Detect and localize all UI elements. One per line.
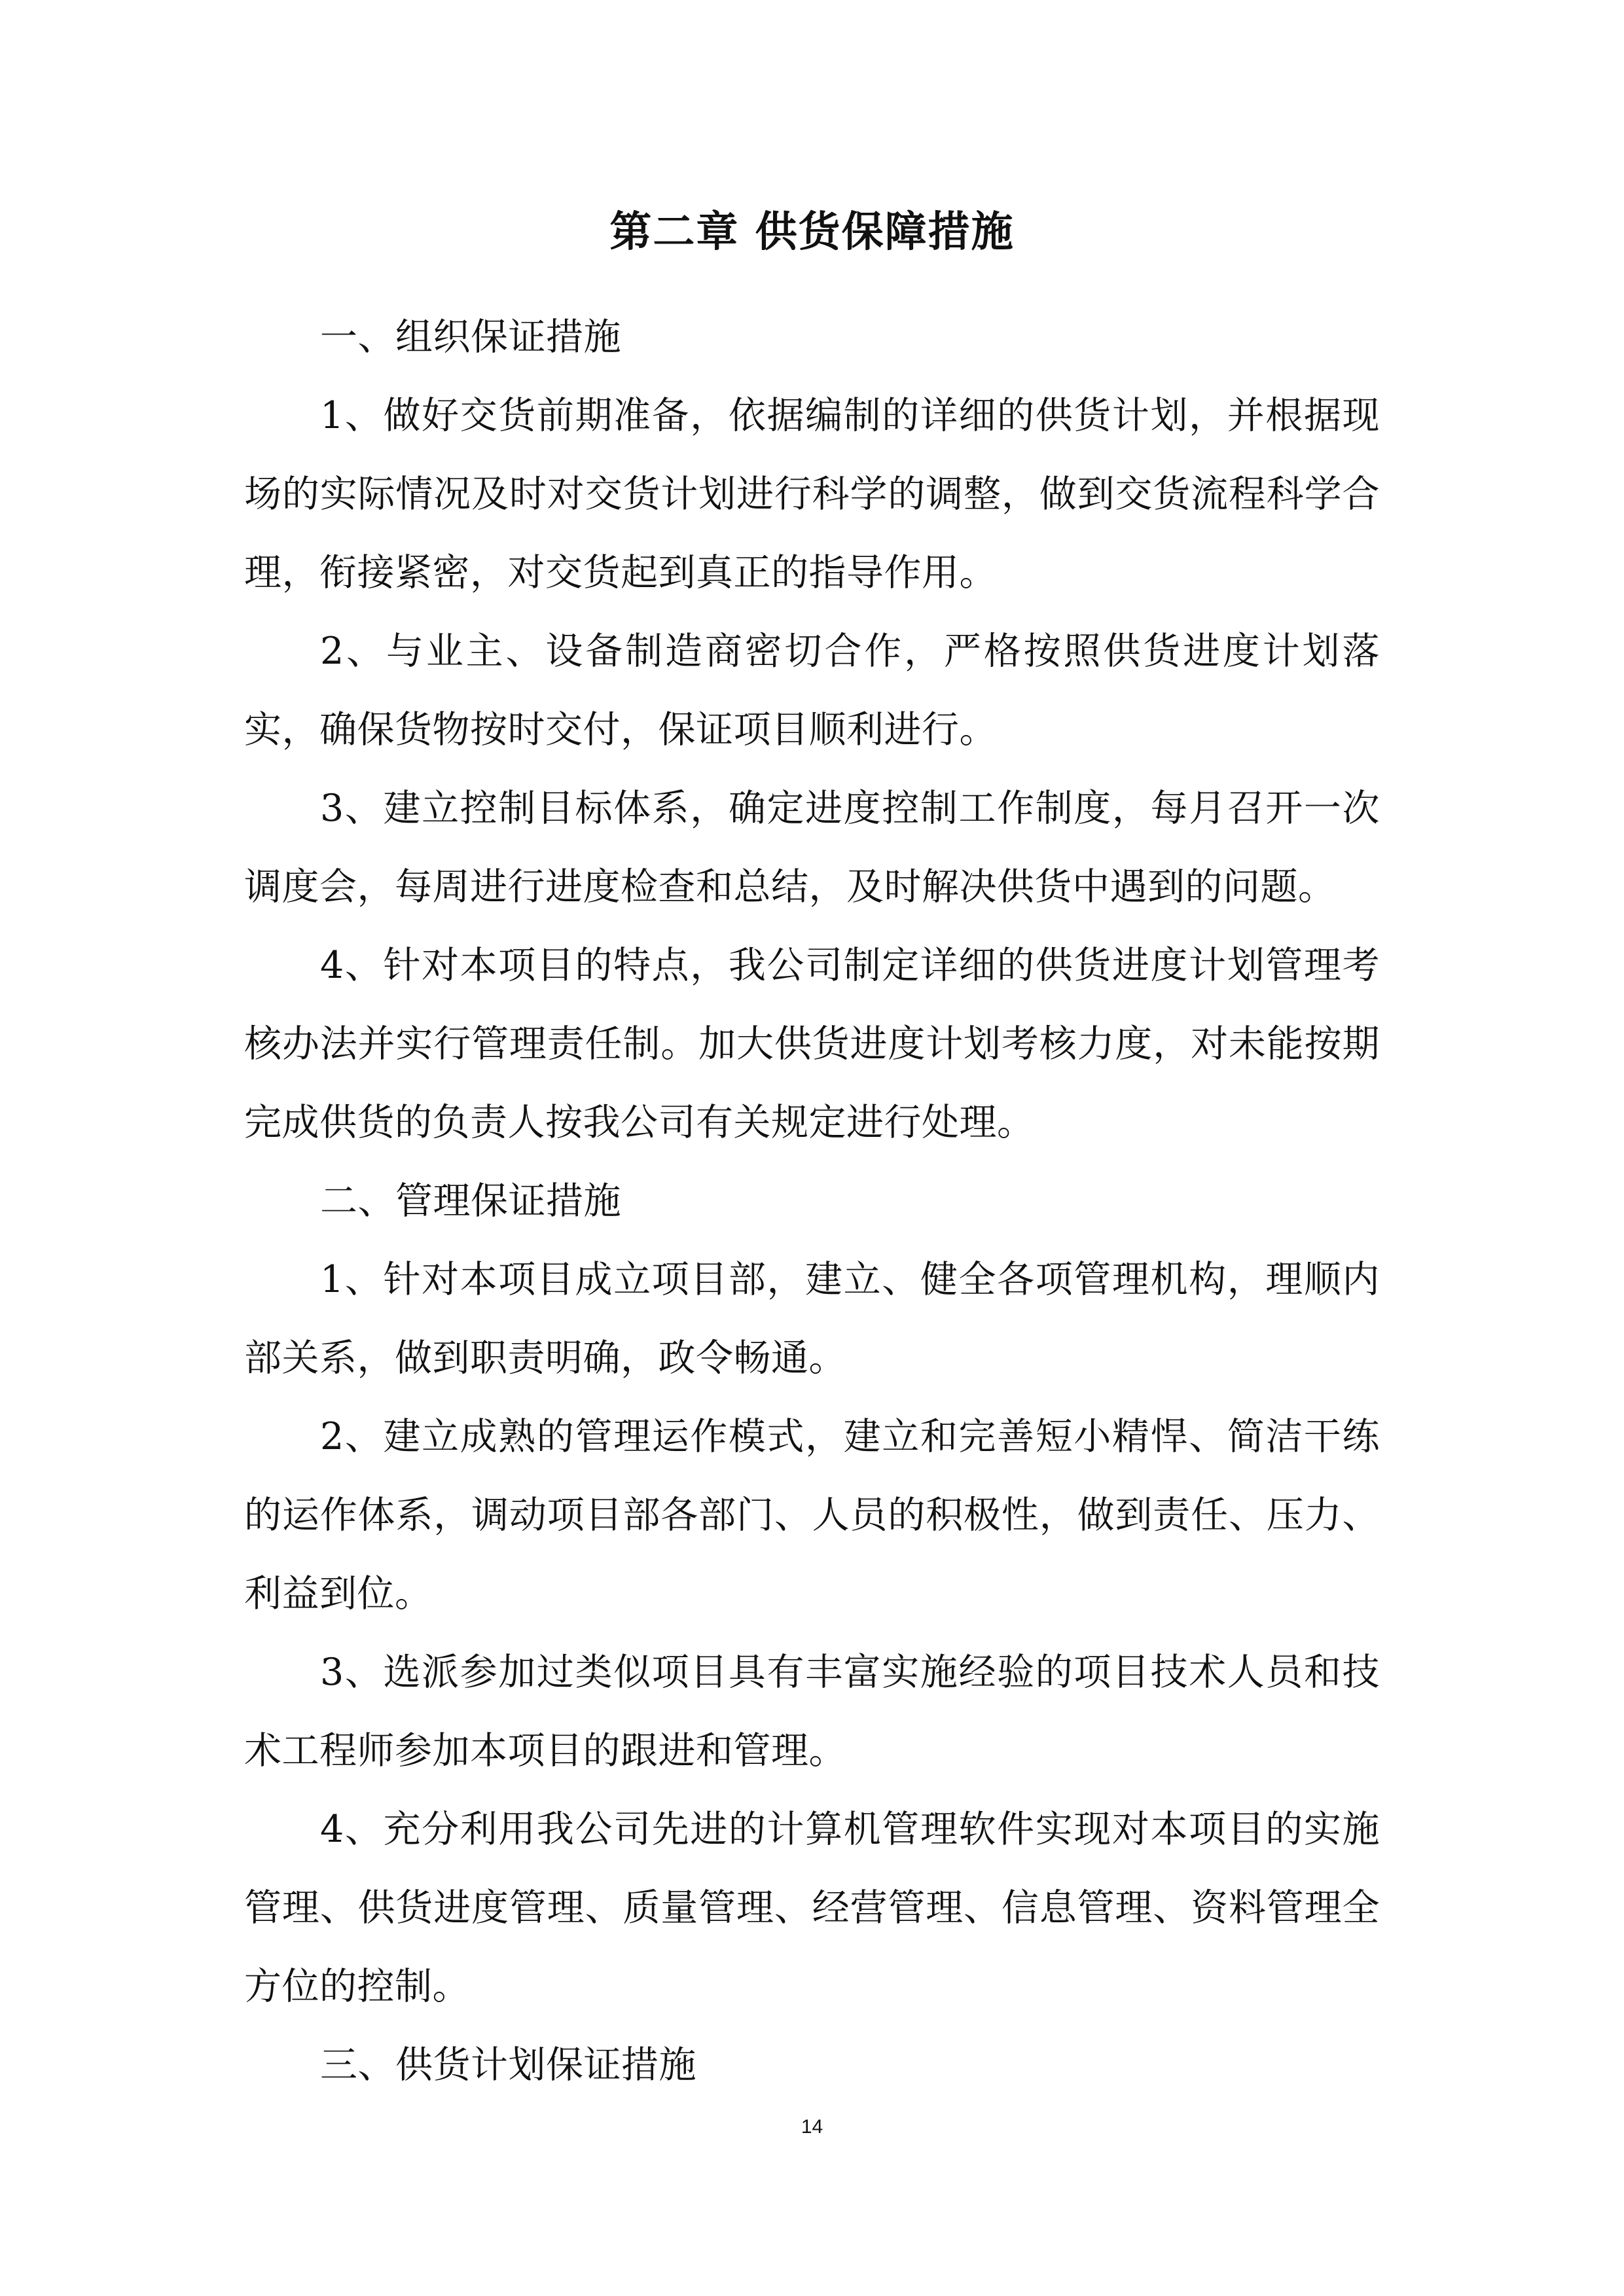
document-body <box>244 298 1380 2104</box>
paragraph: 2、与业主、设备制造商密切合作，严格按照供货进度计划落实，确保货物按时交付，保证项目顺利进行。 <box>244 630 1380 751</box>
paragraph: 4、针对本项目的特点，我公司制定详细的供货进度计划管理考核办法并实行管理责任制。加大供货进度计划考核力度，对未能按期完成供货的负责人按我公司有关规定进行处理。 <box>244 944 1380 1144</box>
paragraph: 3、建立控制目标体系，确定进度控制工作制度，每月召开一次调度会，每周进行进度检查和总结，及时解决供货中遇到的问题。 <box>244 787 1380 908</box>
paragraph: 2、建立成熟的管理运作模式，建立和完善短小精悍、简洁干练的运作体系，调动项目部各部门、人员的积极性，做到责任、压力、利益到位。 <box>244 1415 1380 1615</box>
chapter-title: 第二章 供货保障措施 <box>609 208 1015 257</box>
section-heading-organization: 一、组织保证措施 <box>320 315 621 359</box>
paragraph: 1、针对本项目成立项目部，建立、健全各项管理机构，理顺内部关系，做到职责明确，政令畅通。 <box>244 1258 1380 1380</box>
section-heading-supply-plan: 三、供货计划保证措施 <box>320 2043 696 2087</box>
paragraph: 4、充分利用我公司先进的计算机管理软件实现对本项目的实施管理、供货进度管理、质量管理、经营管理、信息管理、资料管理全方位的控制。 <box>244 1808 1380 2008</box>
paragraph: 3、选派参加过类似项目具有丰富实施经验的项目技术人员和技术工程师参加本项目的跟进和管理。 <box>244 1651 1380 1772</box>
page-number: 14 <box>801 2116 823 2138</box>
section-heading-management: 二、管理保证措施 <box>320 1179 621 1223</box>
paragraph: 1、做好交货前期准备，依据编制的详细的供货计划，并根据现场的实际情况及时对交货计划进行科学的调整，做到交货流程科学合理，衔接紧密，对交货起到真正的指导作用。 <box>244 394 1380 594</box>
